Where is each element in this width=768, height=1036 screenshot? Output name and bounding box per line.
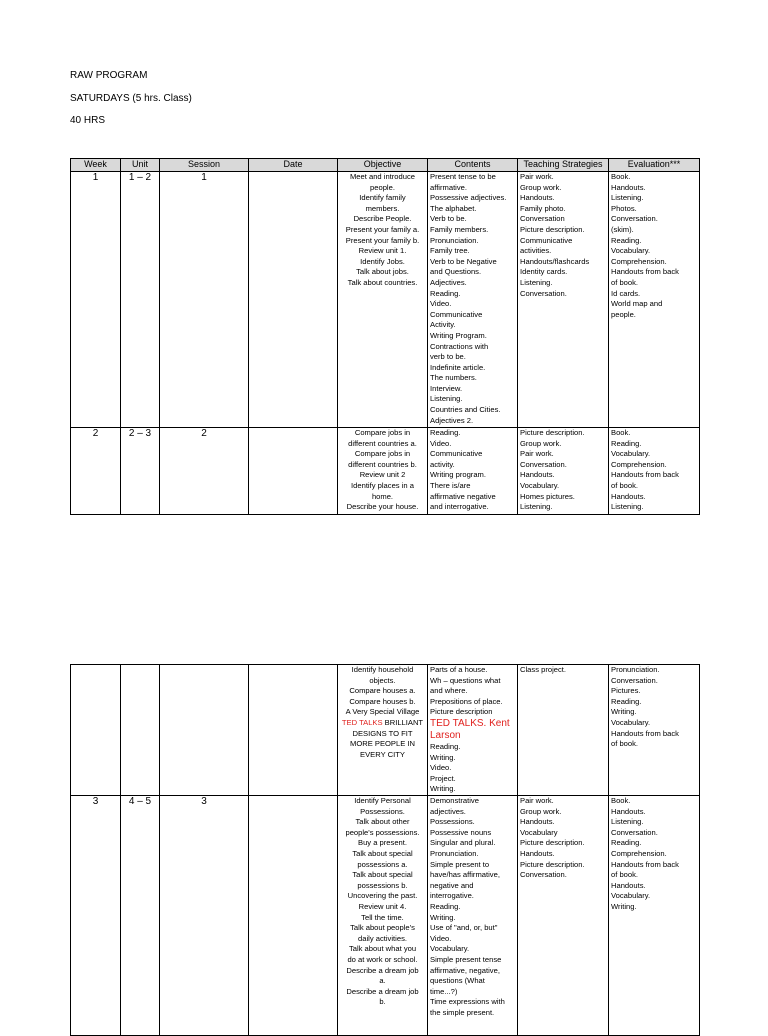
- contents-cell: Present tense to be affirmative. Possessive adjectives. The alphabet. Verb to be. Family members. Pronunciation. Family tree. Verb to be Negative and Questions. Adjectives. Reading. Video. Communicative Activity. Writing Program. Contractions with verb to be. Indefinite article. The numbers. Interview. Listening. Countries and Cities. Adjectives 2.: [428, 172, 518, 428]
- unit-cell: [121, 665, 160, 796]
- evaluation-cell: Pronunciation. Conversation. Pictures. Reading. Writing. Vocabulary. Handouts from back of book.: [609, 665, 700, 796]
- objective-ted-text: BRILLIANT DESIGNS TO FIT MORE PEOPLE IN EVERY CITY: [350, 717, 424, 759]
- session-cell: 1: [160, 172, 249, 428]
- date-cell: [249, 428, 338, 515]
- col-contents-header: Contents: [428, 159, 518, 172]
- unit-cell: 1 – 2: [121, 172, 160, 428]
- table-row: [71, 428, 700, 515]
- table-row: [71, 796, 700, 1036]
- schedule-line: SATURDAYS (5 hrs. Class): [70, 93, 192, 104]
- contents-tail-text: Reading. Writing. Video. Project. Writing.: [430, 741, 461, 794]
- week-cell: 2: [71, 428, 121, 515]
- objective-cell: Meet and introduce people. Identify family members. Describe People. Present your family a. Present your family b. Review unit 1. Identify Jobs. Talk about jobs. Talk about countries.: [338, 172, 428, 428]
- table-row: [71, 665, 700, 796]
- session-cell: [160, 665, 249, 796]
- unit-cell: 2 – 3: [121, 428, 160, 515]
- objective-cell: [338, 665, 428, 796]
- table-header-row: [71, 159, 700, 172]
- contents-cell: Demonstrative adjectives. Possessions. Possessive nouns Singular and plural. Pronunciation. Simple present to have/has affirmative, negative and interrogative. Reading. Writing. Use of "and, or, but" Video. Vocabulary. Simple present tense affirmative, negative, questions (What time...?) Time expressions with the simple present.: [428, 796, 518, 1036]
- col-date-header: Date: [249, 159, 338, 172]
- hours-line: 40 HRS: [70, 115, 106, 126]
- program-table: [70, 158, 700, 515]
- objective-cell: Identify Personal Possessions. Talk about other people's possessions. Buy a present. Talk about special possessions a. Talk about special possessions b. Uncovering the past. Review unit 4. Tell the time. Talk about people's daily activities. Talk about what you do at work or school. Describe a dream job a. Describe a dream job b.: [338, 796, 428, 1036]
- table-row: [71, 172, 700, 428]
- strategies-cell: Class project.: [518, 665, 609, 796]
- col-session-header: Session: [160, 159, 249, 172]
- ted-talks-kent-larson: TED TALKS. Kent Larson: [430, 717, 510, 741]
- date-cell: [249, 796, 338, 1036]
- col-evaluation-header: Evaluation***: [609, 159, 700, 172]
- objective-cell: Compare jobs in different countries a. Compare jobs in different countries b. Review unit 2 Identify places in a home. Describe your house.: [338, 428, 428, 515]
- contents-text: Parts of a house. Wh – questions what and where. Prepositions of place. Picture description: [430, 665, 503, 717]
- col-unit-header: Unit: [121, 159, 160, 172]
- strategies-cell: Pair work. Group work. Handouts. Family photo. Conversation Picture description. Communicative activities. Handouts/flashcards Identity cards. Listening. Conversation.: [518, 172, 609, 428]
- unit-cell: 4 – 5: [121, 796, 160, 1036]
- ted-talks-label: TED TALKS: [341, 717, 383, 727]
- session-cell: 3: [160, 796, 249, 1036]
- strategies-cell: Picture description. Group work. Pair work. Conversation. Handouts. Vocabulary. Homes pictures. Listening.: [518, 428, 609, 515]
- program-table-continued: [70, 664, 700, 1036]
- contents-cell: Reading. Video. Communicative activity. Writing program. There is/are affirmative negative and interrogative.: [428, 428, 518, 515]
- date-cell: [249, 172, 338, 428]
- week-cell: 1: [71, 172, 121, 428]
- contents-cell: [428, 665, 518, 796]
- session-cell: 2: [160, 428, 249, 515]
- date-cell: [249, 665, 338, 796]
- week-cell: 3: [71, 796, 121, 1036]
- evaluation-cell: Book. Handouts. Listening. Photos. Conversation. (skim). Reading. Vocabulary. Comprehension. Handouts from back of book. Id cards. World map and people.: [609, 172, 700, 428]
- week-cell: [71, 665, 121, 796]
- col-objective-header: Objective: [338, 159, 428, 172]
- col-week-header: Week: [71, 159, 121, 172]
- evaluation-cell: Book. Handouts. Listening. Conversation. Reading. Comprehension. Handouts from back of book. Handouts. Vocabulary. Writing.: [609, 796, 700, 1036]
- program-title: RAW PROGRAM: [70, 70, 148, 81]
- evaluation-cell: Book. Reading. Vocabulary. Comprehension. Handouts from back of book. Handouts. Listening.: [609, 428, 700, 515]
- objective-text: Identify household objects. Compare houses a. Compare houses b. A Very Special Village: [345, 665, 420, 717]
- col-strategies-header: Teaching Strategies: [518, 159, 609, 172]
- strategies-cell: Pair work. Group work. Handouts. Vocabulary Picture description. Handouts. Picture description. Conversation.: [518, 796, 609, 1036]
